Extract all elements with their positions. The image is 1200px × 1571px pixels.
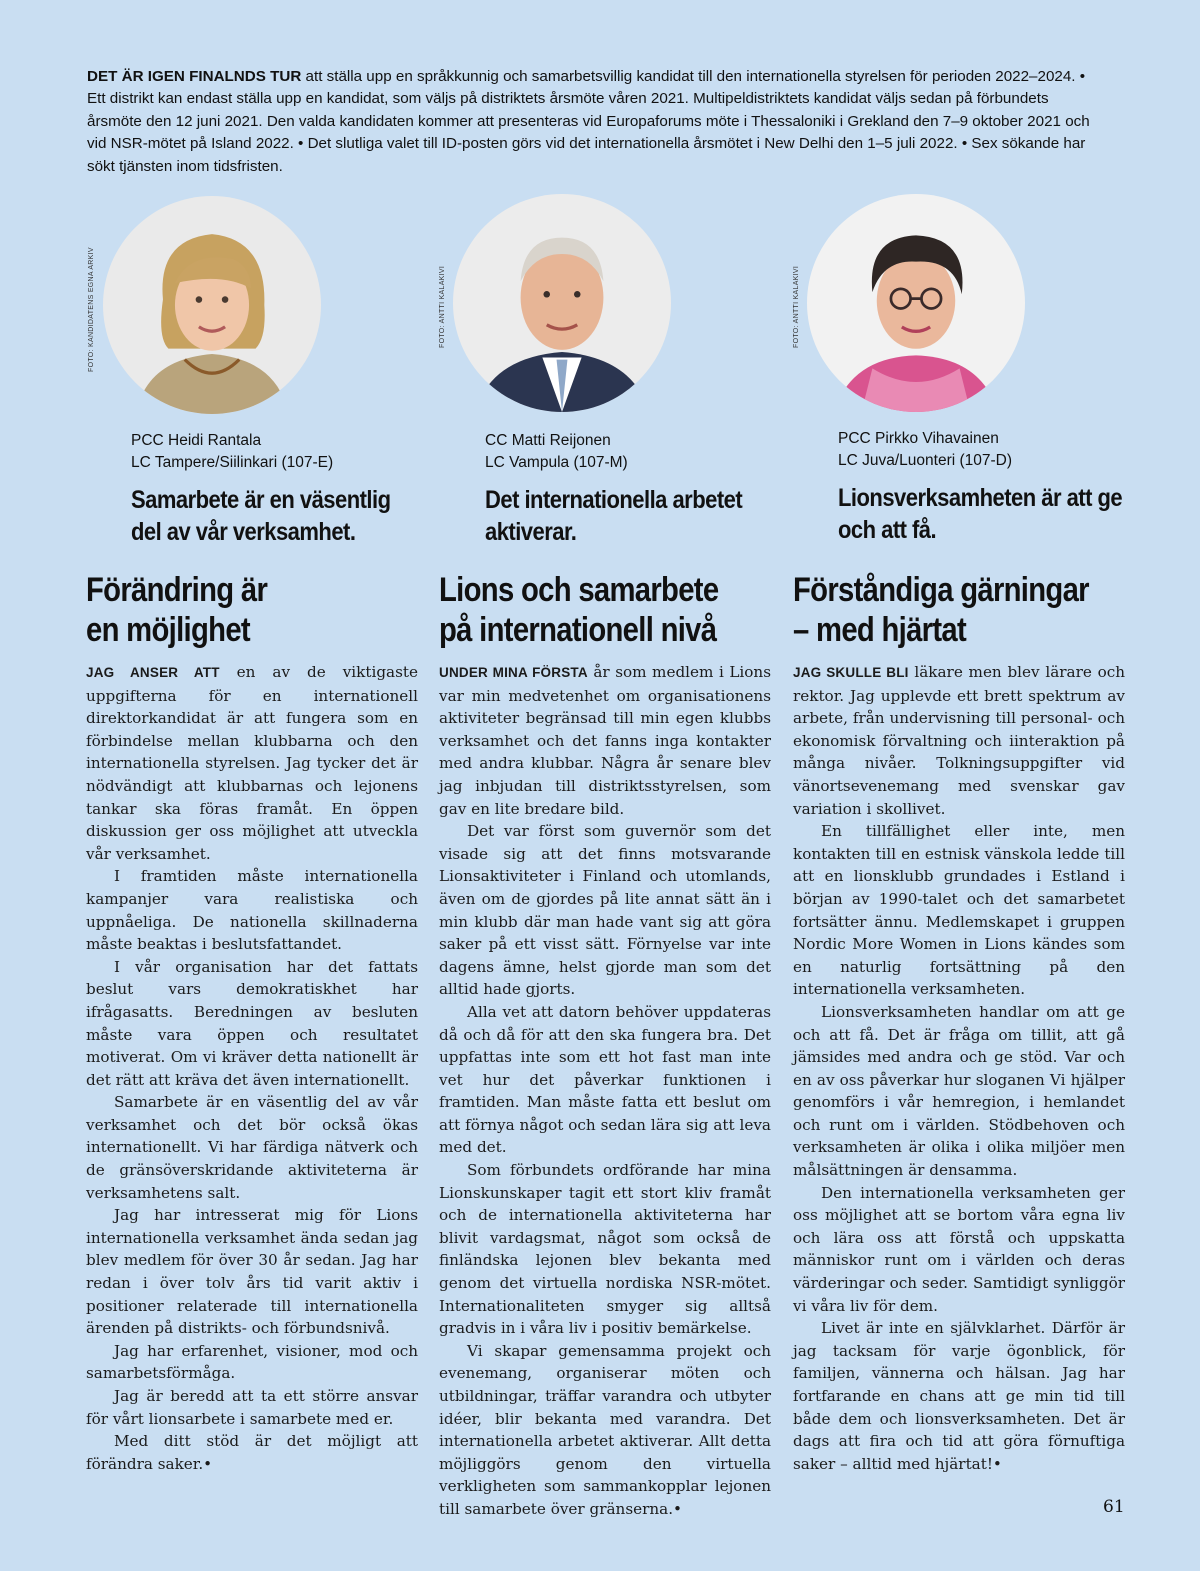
intro-lead: DET ÄR IGEN FINALNDS TUR: [87, 68, 302, 85]
body-paragraph: Jag har intresserat mig för Lions internationella verksamhet ända sedan jag blev medlem för över 30 år sedan. Jag har redan i över tolv års tid varit aktiv i positioner relaterade till internationella ärenden på distrikts- och förbundsnivå.: [86, 1206, 418, 1338]
photo-credit: FOTO: ANTTI KALAKIVI: [439, 265, 446, 348]
body-paragraph: I framtiden måste internationella kampanjer vara realistiska och uppnåeliga. De nationella skillnaderna måste beaktas i beslutsfattandet.: [86, 867, 418, 954]
body-paragraph: Det var först som guvernör som det visade sig att det finns motsvarande Lionsaktiviteter i Finland och utomlands, även om de gjordes på lite annat sätt än i min klubb där man hade vant sig att göra saker på ett visst sätt. Förnyelse var inte dagens ämne, helst gjorde man som det alltid hade gjorts.: [439, 822, 771, 999]
candidate-info: [838, 428, 1012, 472]
intro-text: att ställa upp en språkkunnig och samarbetsvillig kandidat till den internationella styrelsen för perioden 2022–2024. • Ett distrikt kan endast ställa upp en kandidat, som väljs på distriktets årsmöte våren 2021. Multipeldistriktets kandidat väljs sedan på förbundets årsmöte den 12 juni 2021. Den valda kandidaten kommer att presenteras vid Europaforums möte i Thessaloniki i Grekland den 7–9 oktober 2021 och vid NSR-mötet på Island 2022. • Det slutliga valet till ID-posten görs vid det internationella årsmötet i New Delhi den 1–5 juli 2022. • Sex sökande har sökt tjänsten inom tidsfristen.: [87, 68, 1090, 175]
pull-quote: Samarbete är en väsentlig del av vår verksamhet.: [131, 486, 391, 546]
body-paragraph: JAG ANSER ATT en av de viktigaste uppgifterna för en internationell direktorkandidat är att fungera som en förbindelse mellan klubbarna och den internationella styrelsen. Jag tycker det är nödvändigt att klubbarnas och lejonens tankar ska föras framåt. En öppen diskussion ger oss möjlighet att utveckla vår verksamhet.: [86, 663, 418, 863]
body-paragraph: Jag är beredd att ta ett större ansvar för vårt lionsarbete i samarbete med er.: [86, 1387, 418, 1428]
candidate-photo: [807, 194, 1025, 412]
headline-line-2: på internationell nivå: [439, 611, 717, 649]
pull-quote: Det internationella arbetet aktiverar.: [485, 486, 743, 546]
photo-credit: FOTO: KANDIDATENS EGNA ARKIV: [88, 247, 95, 372]
body-paragraph: Alla vet att datorn behöver uppdateras då och då för att den ska fungera bra. Det uppfattas inte som ett hot fast man inte vet hur det påverkar funktionen i framtiden. Man måste fatta ett beslut om att förnya något och sedan lära sig att leva med det.: [439, 1002, 771, 1157]
body-paragraph: Jag har erfarenhet, visioner, mod och samarbetsförmåga.: [86, 1341, 418, 1383]
headline-line-1: Förändring är: [86, 571, 268, 609]
headline-line-1: Lions och samarbete: [439, 571, 719, 609]
body-lead: UNDER MINA FÖRSTA: [439, 665, 588, 680]
body-paragraph: Vi skapar gemensamma projekt och evenemang, organiserar möten och utbildningar, träffar varandra och utbyter idéer, blir bekanta med varandra. Det internationella arbetet aktiverar. Allt detta möjliggörs genom den virtuella verkligheten som sammankopplar lejonen till samarbete över gränserna.•: [439, 1341, 771, 1518]
candidate-photo: [453, 194, 671, 412]
intro-paragraph: [87, 66, 1107, 178]
candidate-name: CC Matti Reijonen: [485, 432, 611, 449]
body-paragraph: Lionsverksamheten handlar om att ge och att få. Det är fråga om tillit, att gå jämsides med andra och ge stöd. Var och en av oss påverkar hur sloganen Vi hjälper genomförs i vår hemregion, i hemlandet och runt om i världen. Stödbehoven och verksamheten är olika i olika miljöer men målsättningen är densamma.: [793, 1002, 1125, 1180]
body-paragraph: En tillfällighet eller inte, men kontakten till en estnisk vänskola ledde till att en lionsklubb grundades i Estland i början av 1990-talet och det samarbetet fortsätter ännu. Medlemskapet i gruppen Nordic More Women in Lions kändes som en naturlig fortsättning på den internationella verksamheten.: [793, 822, 1125, 999]
pull-quote: Lionsverksamheten är att ge och att få.: [838, 484, 1123, 544]
body-paragraph: Den internationella verksamheten ger oss möjlighet att se bortom våra egna liv och lära oss att förstå och uppskatta människor runt om i världen och deras värderingar och seder. Samtidigt synliggör vi våra liv för dem.: [793, 1183, 1125, 1315]
body-lead: JAG SKULLE BLI: [793, 665, 909, 680]
body-lead: JAG ANSER ATT: [86, 665, 220, 680]
candidate-club: LC Vampula (107-M): [485, 454, 628, 471]
candidate-club: LC Tampere/Siilinkari (107-E): [131, 454, 334, 471]
headline-line-1: Förståndiga gärningar: [793, 571, 1089, 609]
body-paragraph: Samarbete är en väsentlig del av vår verksamhet och det bör också ökas internationellt. Vi har färdiga nätverk och de gränsöverskridande aktiviteterna är verksamhetens salt.: [86, 1093, 418, 1202]
candidate-club: LC Juva/Luonteri (107-D): [838, 452, 1013, 469]
body-paragraph: I vår organisation har det fattats beslut vars demokratiskhet har ifrågasatts. Beredningen av besluten måste vara öppen och resultatet motiverat. Om vi kräver detta nationellt är det rätt att kräva det även internationellt.: [86, 957, 418, 1089]
body-paragraph: Livet är inte en självklarhet. Därför är jag tacksam för varje ögonblick, för familjen, vännerna och hälsan. Jag har fortfarande en chans att ge min tid till både dem och lionsverksamheten. Det är dags att fira och tid att göra förnuftiga saker – alltid med hjärtat!•: [793, 1319, 1125, 1473]
candidate-name: PCC Pirkko Vihavainen: [838, 430, 999, 447]
candidate-photo: [103, 196, 321, 414]
photo-credit: FOTO: ANTTI KALAKIVI: [793, 265, 800, 348]
article-body: [793, 661, 1125, 1475]
body-paragraph: Som förbundets ordförande har mina Lionskunskaper tagit ett stort kliv framåt och de internationella aktiviteterna har blivit vardagsmat, något som också de finländska lejonen blev bekanta med genom det virtuella nordiska NSR-mötet. Internationaliteten smyger sig alltså gradvis in i våra liv i positiv bemärkelse.: [439, 1161, 771, 1338]
page-number: 61: [1103, 1497, 1125, 1517]
article-headline: [86, 570, 430, 650]
body-paragraph: UNDER MINA FÖRSTA år som medlem i Lions var min medvetenhet om organisationens aktiviteter begränsad till min egen klubbs verksamhet och det fanns inga kontakter med andra klubbar. Några år senare blev jag inbjudan till distriktsstyrelsen, som gav en lite bredare bild.: [439, 663, 771, 818]
candidate-info: [131, 430, 333, 474]
candidate-name: PCC Heidi Rantala: [131, 432, 262, 449]
body-paragraph: JAG SKULLE BLI läkare men blev lärare och rektor. Jag upplevde ett brett spektrum av arbete, från undervisning till personal- och ekonomisk förvaltning och iinteraktion på många nivåer. Tolkningsuppgifter vid vänortsevenemang med svenskar gav variation i skollivet.: [793, 663, 1125, 818]
body-paragraph: Med ditt stöd är det möjligt att förändra saker.•: [86, 1432, 418, 1473]
headline-line-2: – med hjärtat: [793, 611, 967, 649]
article-headline: [793, 570, 1137, 650]
headline-line-2: en möjlighet: [86, 611, 250, 649]
article-headline: [439, 570, 783, 650]
article-body: [439, 661, 771, 1521]
article-body: [86, 661, 418, 1475]
candidate-info: [485, 430, 628, 474]
